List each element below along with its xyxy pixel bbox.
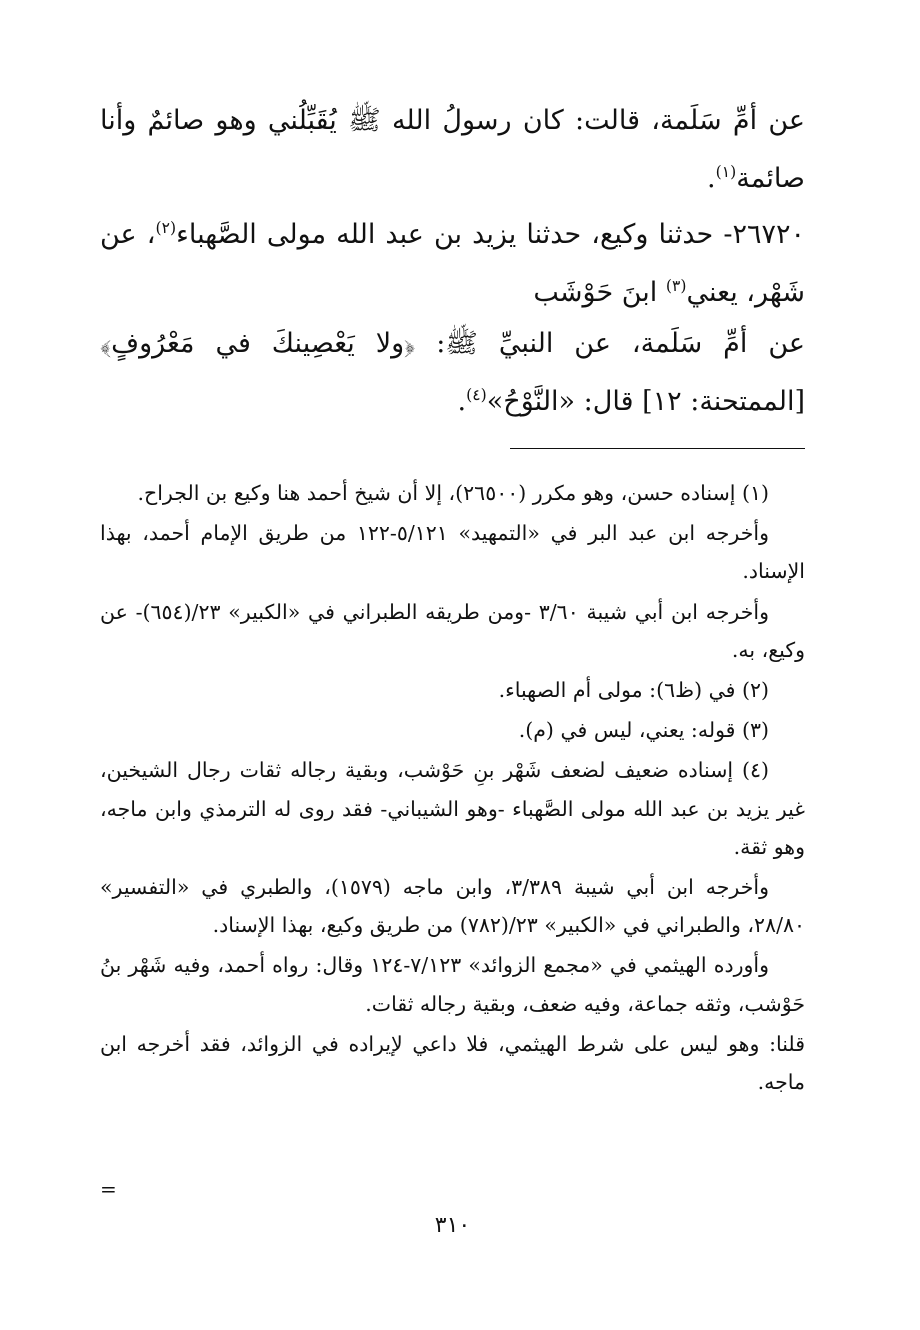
footnote-ref-4[interactable]: (٤) xyxy=(466,385,487,404)
footnote-4: (٤) إسناده ضعيف لضعف شَهْر بنِ حَوْشب، وبقية رجاله ثقات رجال الشيخين، غير يزيد بن عبد الله مولى الصَّهباء -وهو الشيباني- فقد روى له الترمذي وابن ماجه، وهو ثقة. xyxy=(100,758,805,859)
hadith-paragraph-3 xyxy=(100,315,805,431)
isnad-end: ابنَ حَوْشَب xyxy=(533,277,666,308)
footnote-ref-2[interactable]: (٢) xyxy=(155,218,177,237)
footnote-4-continuation-c: قلنا: وهو ليس على شرط الهيثمي، فلا داعي لإيراده في الزوائد، فقد أخرجه ابن ماجه. xyxy=(100,1031,805,1095)
hadith-paragraph-1 xyxy=(100,92,805,208)
footnote-3: (٣) قوله: يعني، ليس في (م). xyxy=(518,718,769,743)
hadith-end-1: . xyxy=(707,163,716,194)
page-number: ٣١٠ xyxy=(434,1213,471,1238)
footnote-divider xyxy=(510,448,805,449)
hadith-paragraph-2 xyxy=(100,206,805,322)
isnad-text: ٢٦٧٢٠- حدثنا وكيع، حدثنا يزيد بن عبد الله مولى الصَّهباء xyxy=(176,219,805,250)
hadith-end-3: . xyxy=(457,386,467,417)
footnote-1: (١) إسناده حسن، وهو مكرر (٢٦٥٠٠)، إلا أن شيخ أحمد هنا وكيع بن الجراح. xyxy=(137,481,769,505)
footnote-1-continuation-a: وأخرجه ابن عبد البر في «التمهيد» ٥/١٢١-١٢٢ من طريق الإمام أحمد، بهذا الإسناد. xyxy=(100,521,805,584)
hadith-text-3: عن أمِّ سَلَمة، عن النبيِّ ﷺ: ﴿ولا يَعْصِينكَ في مَعْرُوفٍ﴾ [الممتحنة: ١٢] قال: «النَّوْحُ» xyxy=(100,328,805,417)
document-page xyxy=(100,0,805,1330)
footnote-ref-1[interactable]: (١) xyxy=(715,162,737,181)
hadith-text-1: عن أمِّ سَلَمة، قالت: كان رسولُ الله ﷺ يُقَبِّلُني وهو صائمٌ وأنا صائمة xyxy=(100,105,805,194)
isnad-mid: ، عن شَهْر، يعني xyxy=(100,219,805,308)
footnote-4-continuation-b: وأورده الهيثمي في «مجمع الزوائد» ٧/١٢٣-١٢٤ وقال: رواه أحمد، وفيه شَهْر بنُ حَوْشب، وثقه جماعة، وفيه ضعف، وبقية رجاله ثقات. xyxy=(100,953,805,1016)
continuation-mark: = xyxy=(100,1177,117,1201)
footnote-4-continuation-a: وأخرجه ابن أبي شيبة ٣/٣٨٩، وابن ماجه (١٥٧٩)، والطبري في «التفسير» ٢٨/٨٠، والطبراني في «الكبير» ٢٣/(٧٨٢) من طريق وكيع، بهذا الإسناد. xyxy=(100,875,805,938)
footnote-1-continuation-b: وأخرجه ابن أبي شيبة ٣/٦٠ -ومن طريقه الطبراني في «الكبير» ٢٣/(٦٥٤)- عن وكيع، به. xyxy=(100,599,805,662)
footnotes xyxy=(100,474,805,1103)
footnote-2: (٢) في (ظ٦): مولى أم الصهباء. xyxy=(498,678,769,703)
footnote-ref-3[interactable]: (٣) xyxy=(665,276,687,295)
